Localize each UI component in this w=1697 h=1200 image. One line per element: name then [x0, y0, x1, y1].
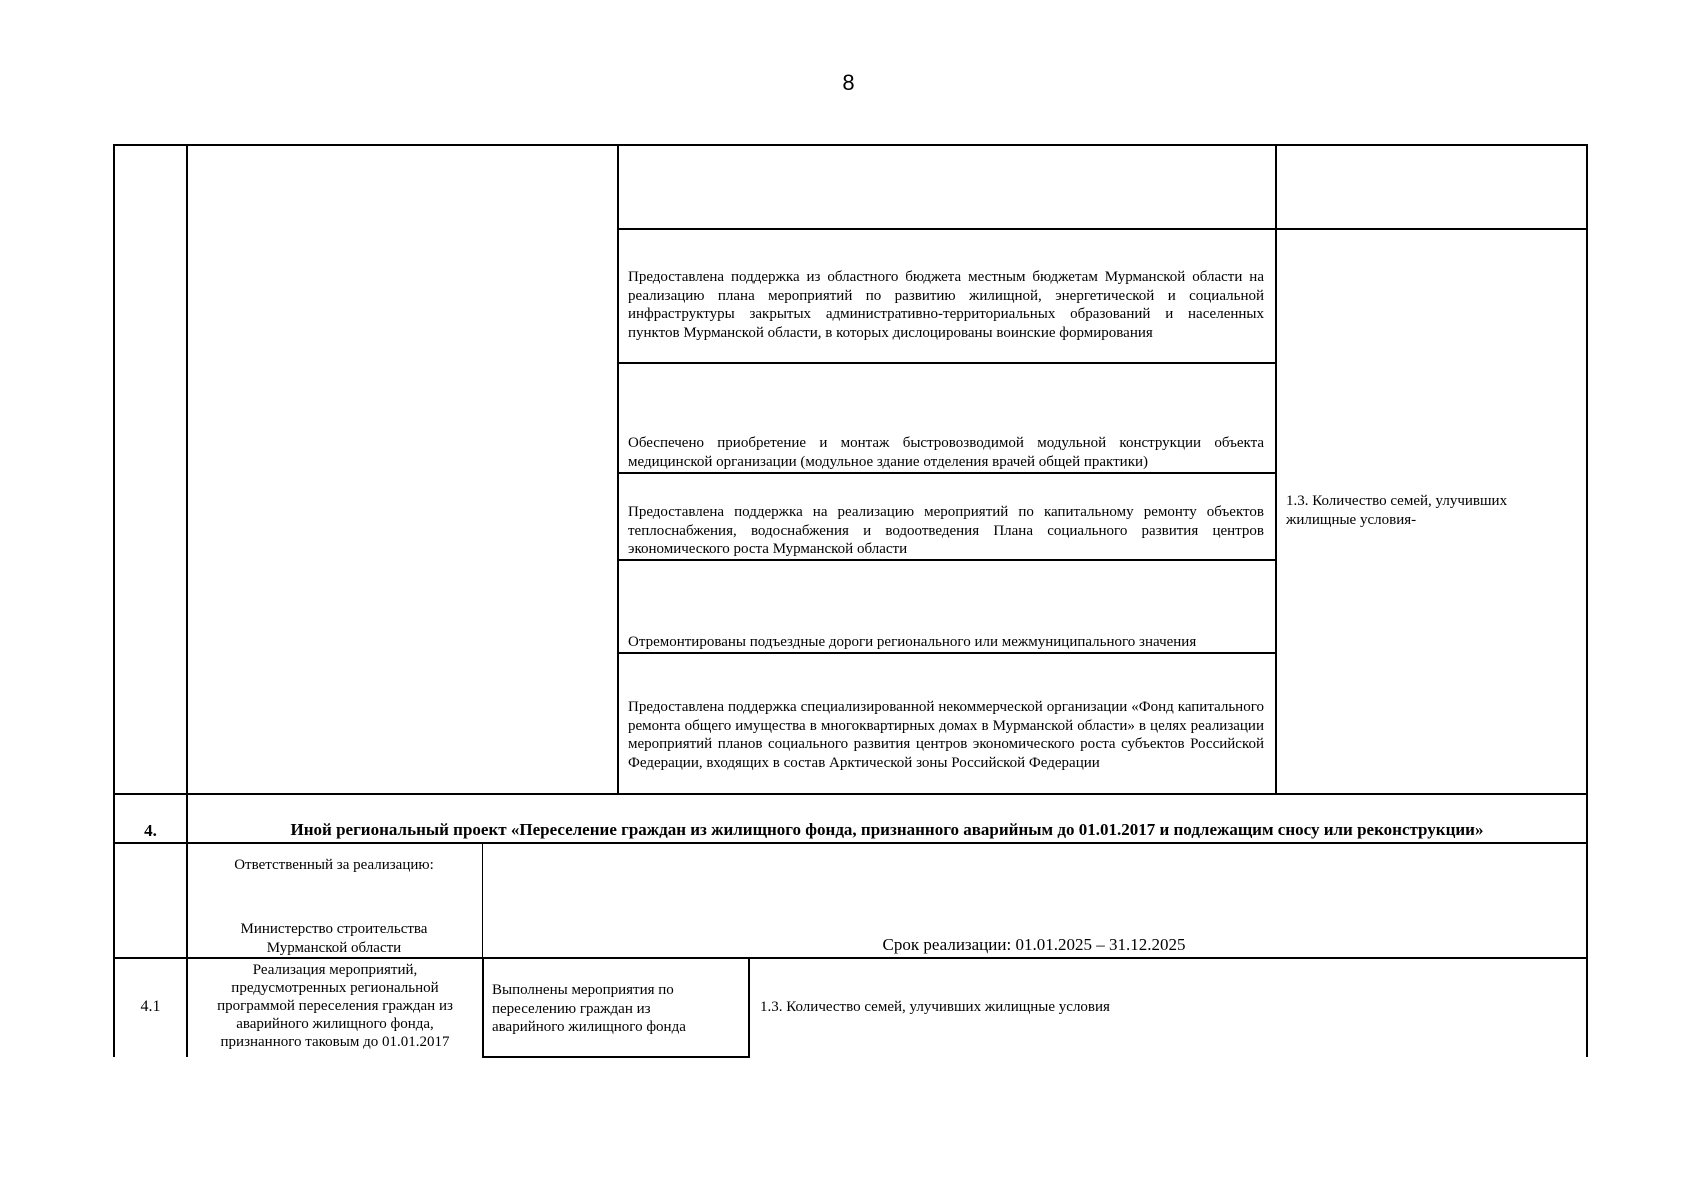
section-number: 4.	[144, 821, 157, 840]
result-cell-1: Предоставлена поддержка из областного бюджета местным бюджетам Мурманской области на реализацию плана мероприятий по развитию жилищной, энергетической и социальной инфраструктуры закрытых административно-территориальных образований и населенных пунктов Мурманской области, в которых дислоцированы воинские формирования	[628, 269, 1264, 341]
result-cell-3: Предоставлена поддержка на реализацию мероприятий по капитальному ремонту объектов теплоснабжения, водоснабжения и водоотведения Плана социального развития центров экономического роста Мурманской области	[628, 504, 1264, 557]
result-cell-2: Обеспечено приобретение и монтаж быстровозводимой модульной конструкции объекта медицинской организации (модульное здание отделения врачей общей практики)	[628, 435, 1264, 470]
responsible-label: Ответственный за реализацию:	[234, 857, 434, 873]
row-4-1-number: 4.1	[140, 998, 161, 1015]
row-4-1-indicator: 1.3. Количество семей, улучивших жилищные условия	[760, 999, 1110, 1015]
indicator-cell: 1.3. Количество семей, улучивших жилищные условия-	[1286, 493, 1508, 528]
result-cell-5: Предоставлена поддержка специализированной некоммерческой организации «Фонд капитального ремонта общего имущества в многоквартирных домах в Мурманской области» в целях реализации мероприятий планов социального развития центров экономического роста субъектов Российской Федерации, входящих в состав Арктической зоны Российской Федерации	[628, 699, 1264, 771]
implementation-term: Срок реализации: 01.01.2025 – 31.12.2025	[882, 935, 1186, 954]
row-4-1-result: Выполнены мероприятия по переселению граждан из аварийного жилищного фонда	[492, 982, 686, 1035]
section-title: Иной региональный проект «Переселение граждан из жилищного фонда, признанного аварийным до 01.01.2017 и подлежащим сносу или реконструкции»	[290, 820, 1484, 839]
row-4-1-task: Реализация мероприятий, предусмотренных региональной программой переселения граждан из аварийного жилищного фонда, признанного таковым до 01.01.2017	[217, 962, 453, 1050]
result-cell-4: Отремонтированы подъездные дороги регионального или межмуниципального значения	[628, 634, 1197, 650]
responsible-value: Министерство строительства Мурманской области	[240, 921, 428, 956]
page-number: 8	[842, 70, 855, 95]
